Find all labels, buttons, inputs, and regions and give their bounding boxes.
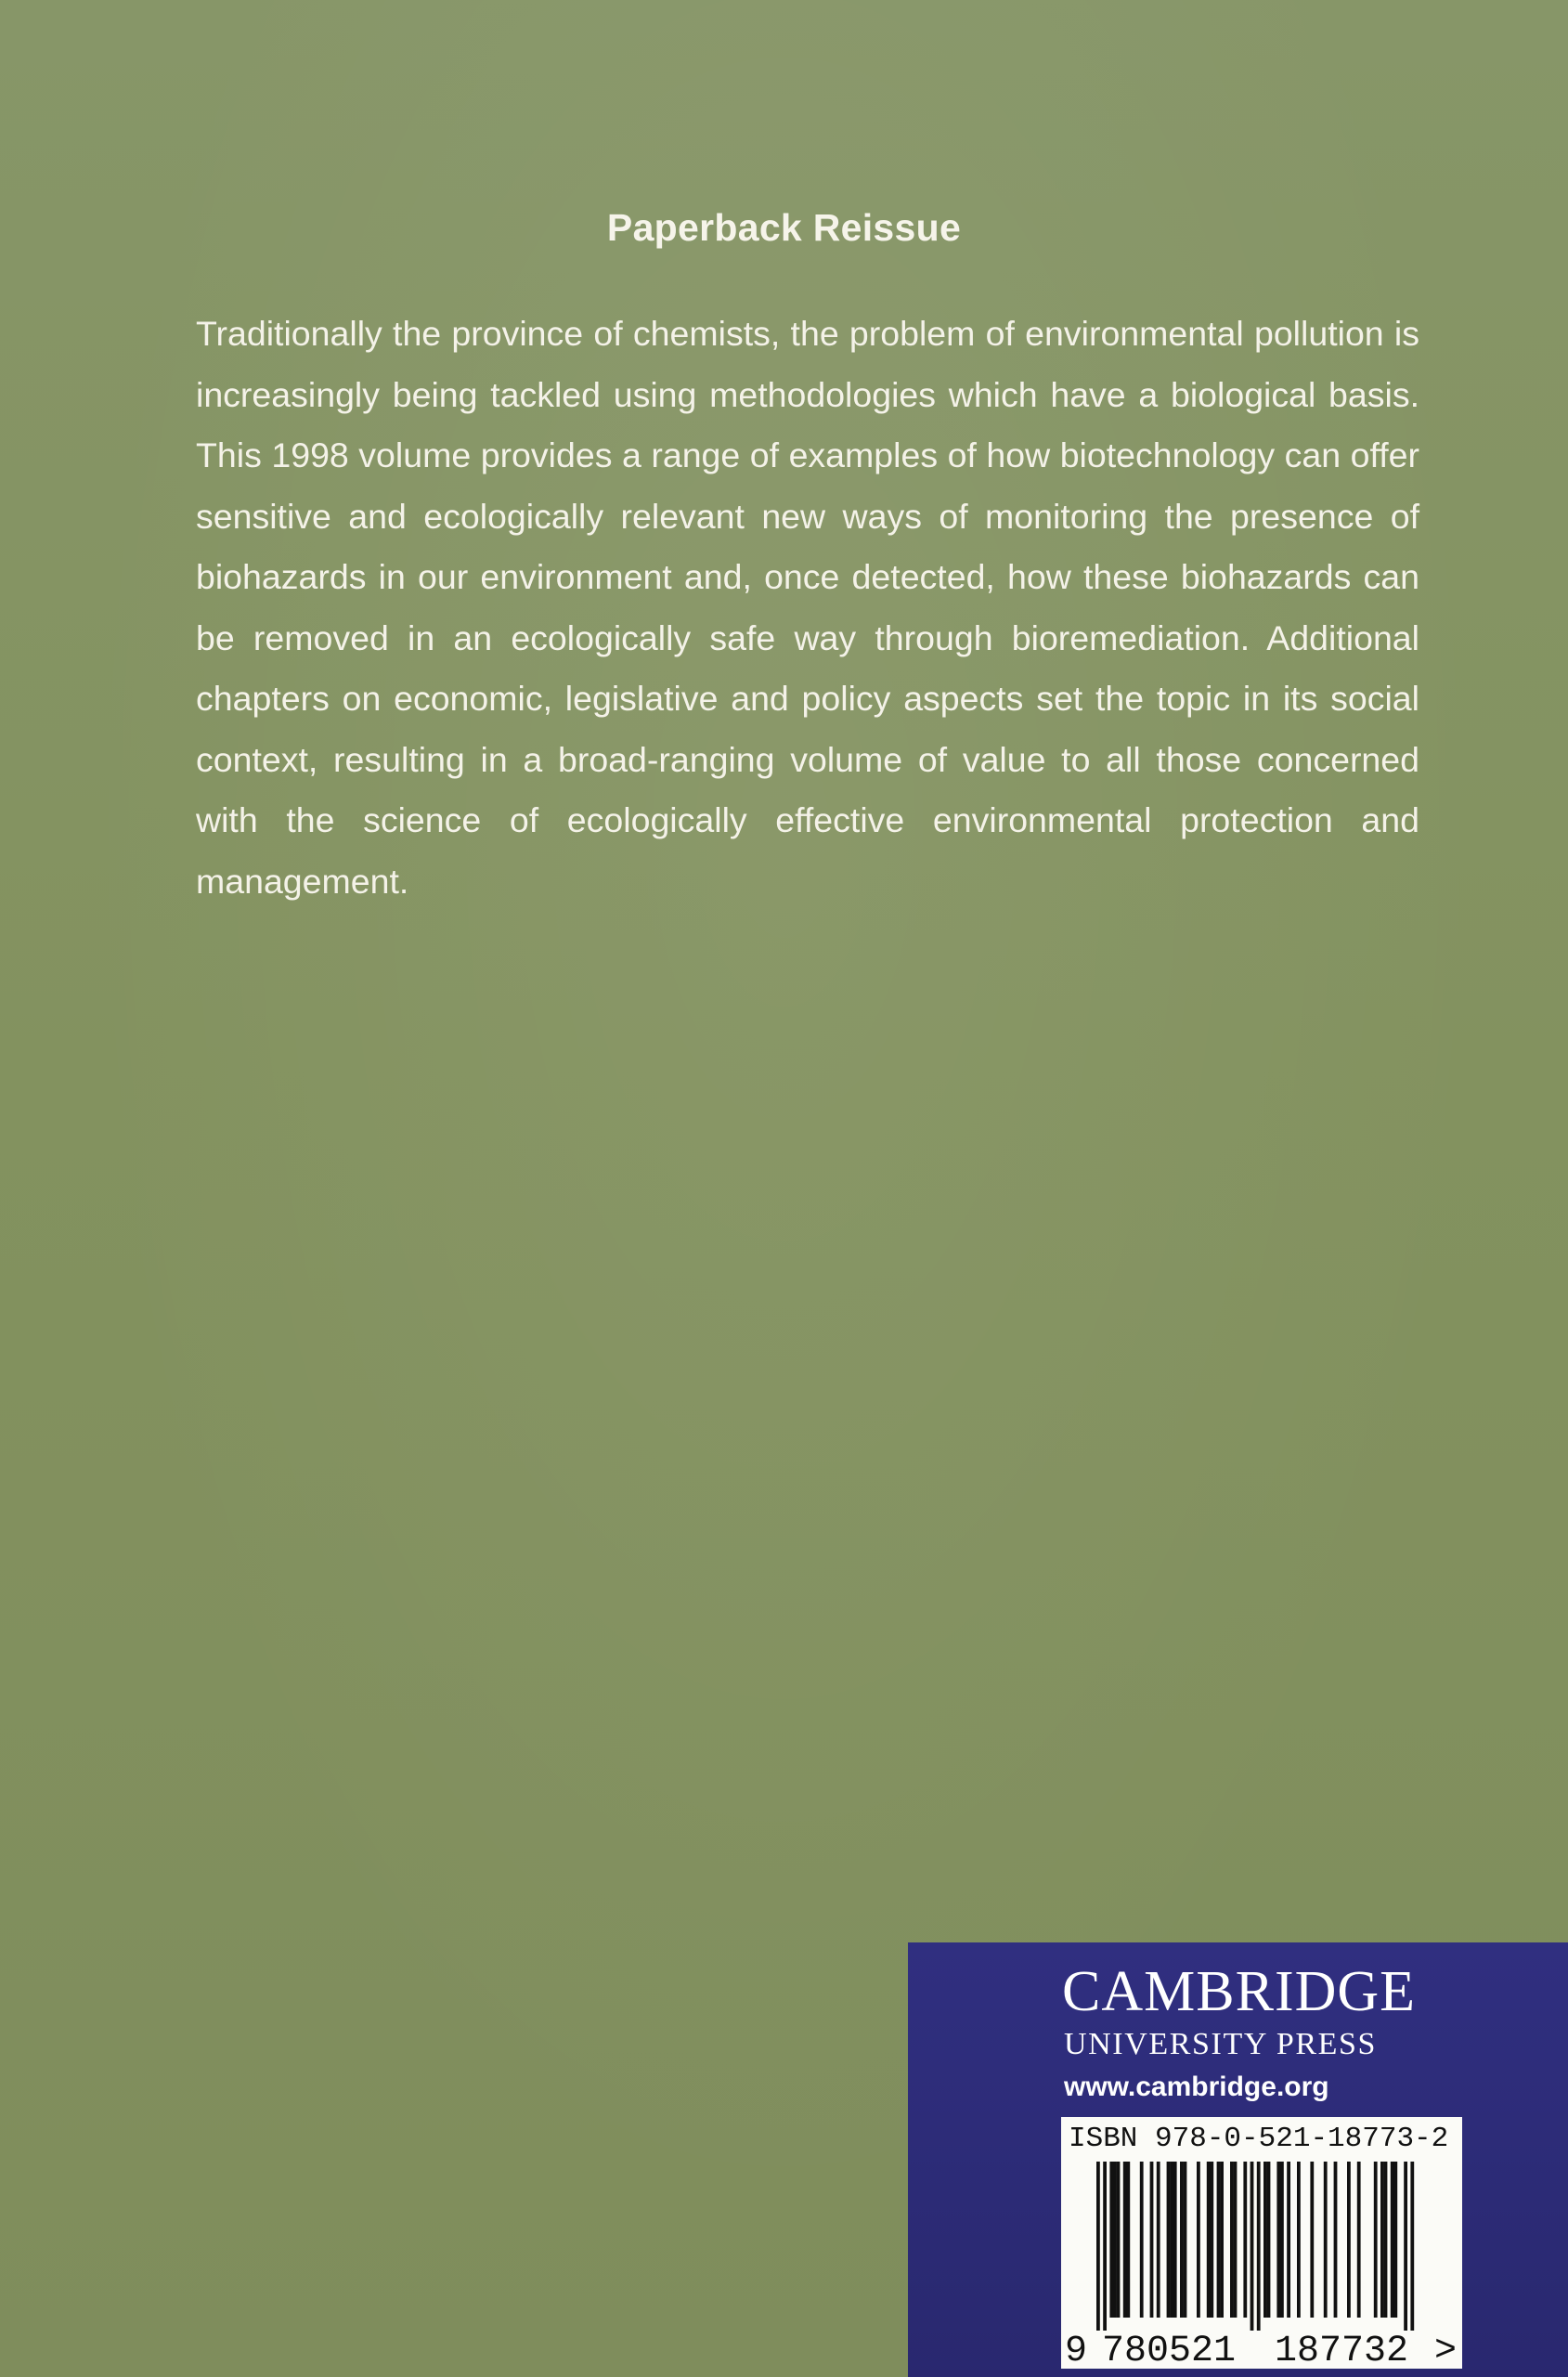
barcode-bar <box>1280 2162 1284 2318</box>
barcode-bar <box>1410 2162 1414 2331</box>
barcode-bar <box>1167 2162 1171 2318</box>
barcode-bar <box>1173 2162 1177 2318</box>
publisher-subtitle: UNIVERSITY PRESS <box>1064 2027 1377 2061</box>
barcode-bar <box>1357 2162 1361 2318</box>
barcode-bar <box>1140 2162 1144 2318</box>
barcode-bar <box>1184 2162 1187 2318</box>
cover-blurb: Traditionally the province of chemists, the problem of environmental pollution is increasingly being tackled using methodologies which have a biological basis. This 1998 volume provides a range of examples of how biotechnology can offer sensitive and ecologically relevant new ways of monitoring the presence of biohazards in our environment and, once detected, how these biohazards can be removed in an ecologically safe way through bioremediation. Additional chapters on economic, legislative and policy aspects set the topic in its social context, resulting in a broad-ranging volume of value to all those concerned with the science of ecologically effective environmental protection and management. <box>196 314 1419 901</box>
barcode-bar <box>1123 2162 1127 2318</box>
barcode-bar <box>1220 2162 1224 2318</box>
publisher-name: CAMBRIDGE <box>1062 1960 1417 2023</box>
barcode-bar <box>1096 2162 1100 2331</box>
barcode-bar <box>1197 2162 1200 2318</box>
barcode-bar <box>1380 2162 1384 2318</box>
barcode-bar <box>1109 2162 1113 2318</box>
publisher-url: www.cambridge.org <box>1064 2072 1329 2102</box>
barcode-bar <box>1267 2162 1271 2318</box>
barcode-bar <box>1310 2162 1314 2318</box>
barcode-bar <box>1157 2162 1160 2318</box>
cover-heading: Paperback Reissue <box>606 206 962 249</box>
barcode-bar <box>1234 2162 1238 2318</box>
barcode-bar <box>1263 2162 1267 2318</box>
barcode-icon <box>1061 2117 1462 2369</box>
barcode-bar <box>1180 2162 1184 2318</box>
barcode-bar <box>1297 2162 1301 2318</box>
barcode-bar <box>1170 2162 1173 2318</box>
barcode-bar <box>1347 2162 1351 2318</box>
barcode-bar <box>1324 2162 1328 2318</box>
barcode-end-mark: > <box>1434 2331 1458 2369</box>
barcode-bar <box>1276 2162 1280 2318</box>
publisher-panel <box>908 1942 1568 2377</box>
isbn-label: ISBN 978-0-521-18773-2 <box>1069 2123 1449 2155</box>
barcode-bar <box>1257 2162 1261 2331</box>
barcode-bar <box>1117 2162 1121 2318</box>
barcode-bar <box>1393 2162 1397 2318</box>
barcode-bar <box>1103 2162 1107 2331</box>
barcode-bar <box>1113 2162 1117 2318</box>
barcode-left-digits: 780521 <box>1102 2331 1237 2369</box>
barcode-bar <box>1374 2162 1378 2318</box>
barcode-bar <box>1287 2162 1290 2318</box>
barcode-bar <box>1334 2162 1338 2318</box>
barcode-bar <box>1126 2162 1130 2318</box>
barcode-bar <box>1404 2162 1407 2331</box>
barcode-bar <box>1207 2162 1211 2318</box>
barcode-bar <box>1384 2162 1388 2318</box>
barcode-bar <box>1391 2162 1394 2318</box>
barcode-bar <box>1251 2162 1254 2331</box>
barcode-bar <box>1217 2162 1221 2318</box>
isbn-barcode <box>1061 2117 1462 2369</box>
barcode-first-digit: 9 <box>1065 2331 1088 2369</box>
barcode-bar <box>1150 2162 1154 2318</box>
barcode-bar <box>1243 2162 1247 2318</box>
barcode-bar <box>1210 2162 1213 2318</box>
barcode-bar <box>1230 2162 1234 2318</box>
barcode-right-digits: 187732 <box>1275 2331 1409 2369</box>
